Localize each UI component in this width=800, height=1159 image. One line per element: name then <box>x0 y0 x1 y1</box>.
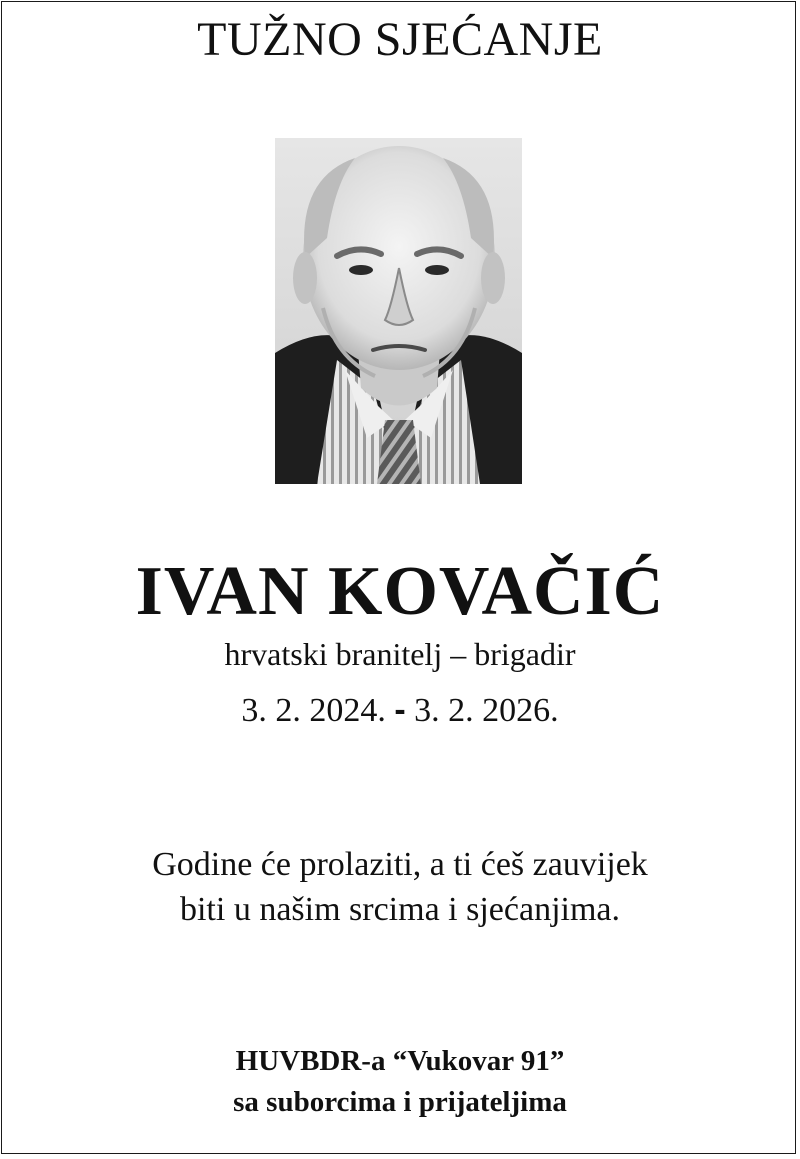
signature-line: sa suborcima i prijateljima <box>233 1086 567 1119</box>
notice-heading: TUŽNO SJEĆANJE <box>197 13 603 66</box>
signature <box>0 1041 800 1123</box>
verse-line: Godine će prolaziti, a ti ćeš zauvijek <box>152 846 648 883</box>
date-from: 3. 2. 2024. <box>241 692 386 729</box>
signature-line: HUVBDR-a “Vukovar 91” <box>235 1045 565 1077</box>
deceased-role: hrvatski branitelj – brigadir <box>224 636 576 672</box>
verse-line: biti u našim srcima i sjećanjima. <box>179 891 620 929</box>
date-range <box>0 692 800 729</box>
date-to: 3. 2. 2026. <box>414 692 559 729</box>
portrait-photo <box>275 138 522 484</box>
date-separator: - <box>394 691 406 729</box>
deceased-name: IVAN KOVAČIĆ <box>135 553 665 630</box>
memorial-verse <box>0 842 800 932</box>
